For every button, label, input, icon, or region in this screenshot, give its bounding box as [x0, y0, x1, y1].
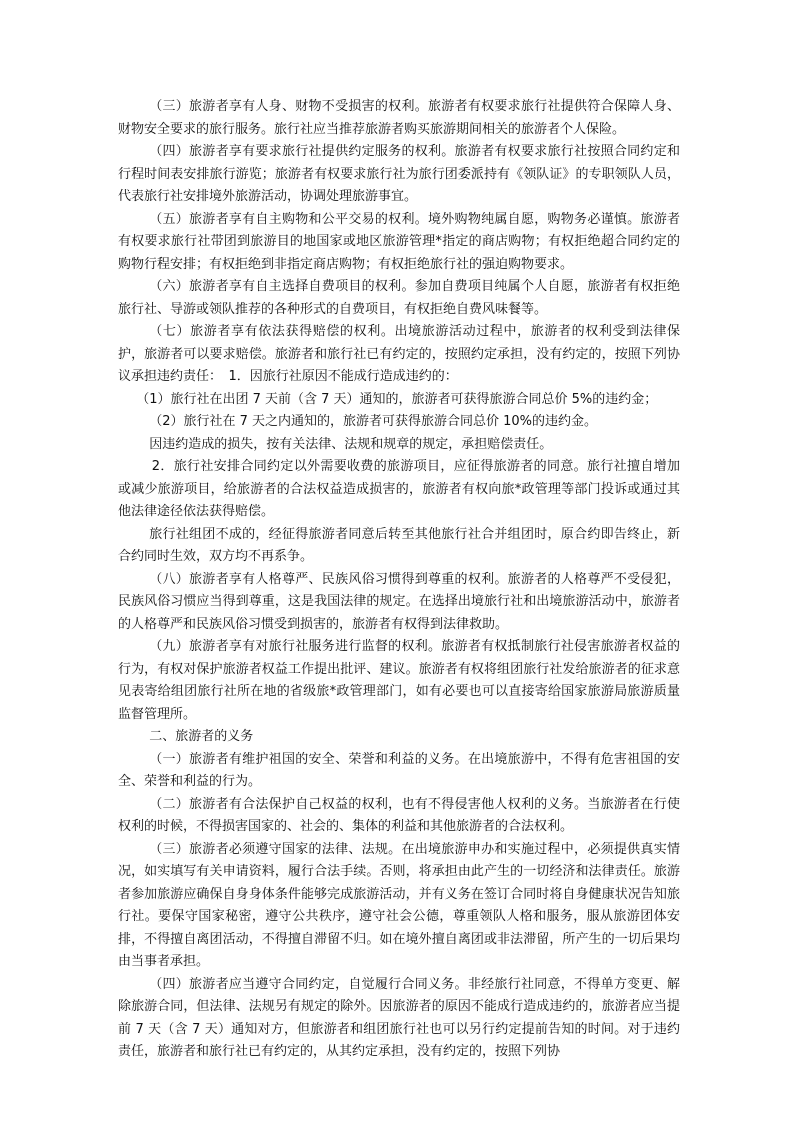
- paragraph-duty-contract: （四）旅游者应当遵守合同约定，自觉履行合同义务。非经旅行社同意，不得单方变更、解除旅游合同，但法律、法规另有规定的除外。因旅游者的原因不能成行造成违约的，旅游者应当提前 7 天（含 7 天）通知对方，但旅游者和组团旅行社也可以另行约定提前告知的时间。对于违约责任，旅游者和旅行社已有约定的，从其约定承担，没有约定的，按照下列协: [118, 976, 680, 1059]
- section-heading-obligations: 二、旅游者的义务: [149, 729, 254, 744]
- paragraph-duty-laws: （三）旅游者必须遵守国家的法律、法规。在出境旅游申办和实施过程中，必须提供真实情况，如实填写有关申请资料，履行合法手续。否则，将承担由此产生的一切经济和法律责任。旅游者参加旅游应确保自身身体条件能够完成旅游活动，并有义务在签订合同时将自身健康状况告知旅行社。要保守国家秘密，遵守公共秩序，遵守社会公德，尊重领队人格和服务，服从旅游团体安排，不得擅自离团活动，不得擅自滞留不归。如在境外擅自离团或非法滞留，所产生的一切后果均由当事者承担。: [118, 841, 680, 969]
- paragraph-right-compensation: （七）旅游者享有依法获得赔偿的权利。出境旅游活动过程中，旅游者的权利受到法律保护，旅游者可以要求赔偿。旅游者和旅行社已有约定的，按照约定承担，没有约定的，按照下列协议承担违约责任： 1．因旅行社原因不能成行造成违约的：: [118, 324, 680, 384]
- paragraph-right-optional-items: （六）旅游者享有自主选择自费项目的权利。参加自费项目纯属个人自愿，旅游者有权拒绝旅行社、导游或领队推荐的各种形式的自费项目，有权拒绝自费风味餐等。: [118, 279, 680, 317]
- paragraph-item-2: （2）旅行社在 7 天之内通知的，旅游者可获得旅游合同总价 10%的违约金。: [149, 414, 598, 429]
- paragraph-right-personal-safety: （三）旅游者享有人身、财物不受损害的权利。旅游者有权要求旅行社提供符合保障人身、财物安全要求的旅行服务。旅行社应当推荐旅游者购买旅游期间相关的旅游者个人保险。: [118, 99, 680, 137]
- paragraph-right-shopping: （五）旅游者享有自主购物和公平交易的权利。境外购物纯属自愿，购物务必谨慎。旅游者有权要求旅行社带团到旅游目的地国家或地区旅游管理*指定的商店购物；有权拒绝超合同约定的购物行程安排；有权拒绝到非指定商店购物；有权拒绝旅行社的强迫购物要求。: [118, 211, 680, 272]
- document-page: [118, 96, 680, 1064]
- paragraph-extra-items: 2．旅行社安排合同约定以外需要收费的旅游项目，应征得旅游者的同意。旅行社擅自增加或减少旅游项目，给旅游者的合法权益造成损害的，旅游者有权向旅*政管理等部门投诉或通过其他法律途径依法获得赔偿。: [118, 459, 680, 519]
- paragraph-group-merge: 旅行社组团不成的，经征得旅游者同意后转至其他旅行社合并组团时，原合约即告终止，新合约同时生效，双方均不再系争。: [118, 526, 680, 564]
- paragraph-duty-country: （一）旅游者有维护祖国的安全、荣誉和利益的义务。在出境旅游中，不得有危害祖国的安全、荣誉和利益的行为。: [118, 751, 680, 789]
- paragraph-loss-liability: 因违约造成的损失，按有关法律、法规和规章的规定，承担赔偿责任。: [149, 436, 553, 452]
- paragraph-right-dignity: （八）旅游者享有人格尊严、民族风俗习惯得到尊重的权利。旅游者的人格尊严不受侵犯，民族风俗习惯应当得到尊重，这是我国法律的规定。在选择出境旅行社和出境旅游活动中，旅游者的人格尊严和民族风俗习惯受到损害的，旅游者有权得到法律救助。: [118, 571, 680, 632]
- paragraph-right-supervision: （九）旅游者享有对旅行社服务进行监督的权利。旅游者有权抵制旅行社侵害旅游者权益的行为，有权对保护旅游者权益工作提出批评、建议。旅游者有权将组团旅行社发给旅游者的征求意见表寄给组团旅行社所在地的省级旅*政管理部门，如有必要也可以直接寄给国家旅游局旅游质量监督管理所。: [118, 639, 680, 722]
- paragraph-right-agreed-services: （四）旅游者享有要求旅行社提供约定服务的权利。旅游者有权要求旅行社按照合同约定和行程时间表安排旅行游览；旅游者有权要求旅行社为旅行团委派持有《领队证》的专职领队人员，代表旅行社安排境外旅游活动，协调处理旅游事宜。: [118, 144, 680, 204]
- paragraph-item-1: （1）旅行社在出团 7 天前（含 7 天）通知的，旅游者可获得旅游合同总价 5%的违约金；: [136, 391, 658, 407]
- paragraph-duty-others-rights: （二）旅游者有合法保护自己权益的权利，也有不得侵害他人权利的义务。当旅游者在行使权利的时候，不得损害国家的、社会的、集体的利益和其他旅游者的合法权利。: [118, 796, 680, 834]
